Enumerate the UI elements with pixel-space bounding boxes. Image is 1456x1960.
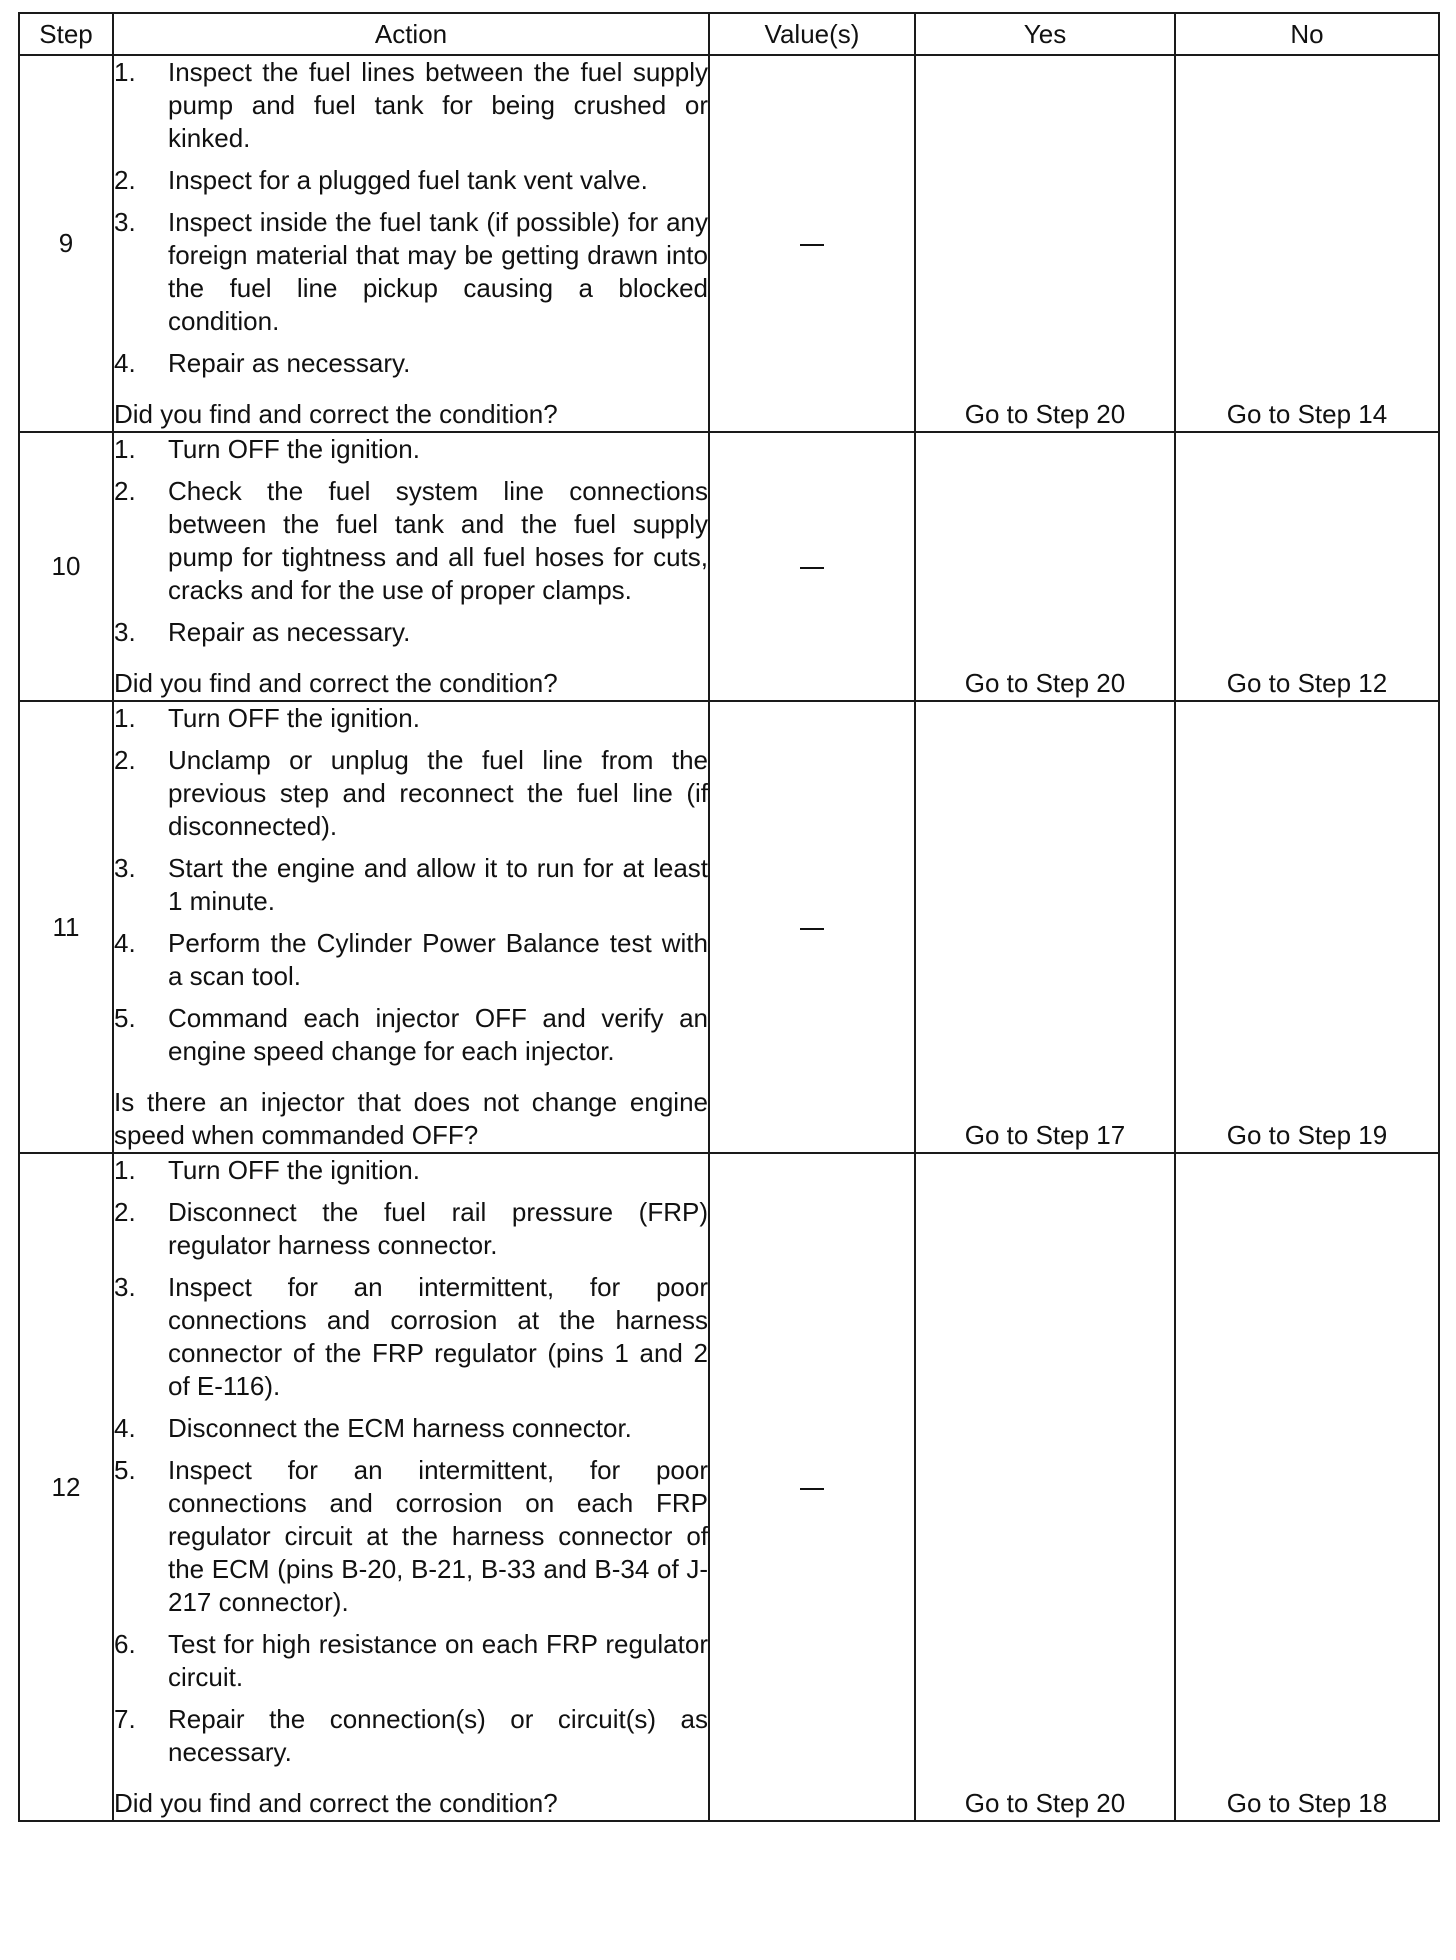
- list-item: [114, 56, 708, 155]
- header-row: [19, 13, 1439, 55]
- table-row-step-10: [19, 432, 1439, 701]
- em-dash-value: [800, 1488, 824, 1490]
- table-row-step-9: [19, 55, 1439, 432]
- item-number: 3.: [114, 207, 136, 237]
- item-number: 2.: [114, 476, 136, 506]
- question-text: Did you find and correct the condition?: [114, 668, 558, 698]
- action-list: [114, 1154, 708, 1769]
- item-text: Inspect for an intermittent, for poor connections and corrosion on each FRP regulator circuit at the harness connector of the ECM (pins B-20, B-21, B-33 and B-34 of J-217 connector).: [168, 1455, 708, 1617]
- item-number: 2.: [114, 745, 136, 775]
- list-item: [114, 616, 708, 649]
- header-yes: Yes: [915, 13, 1175, 55]
- question-text: Did you find and correct the condition?: [114, 399, 558, 429]
- list-item: [114, 927, 708, 993]
- question-text: Is there an injector that does not change engine speed when commanded OFF?: [114, 1087, 708, 1150]
- item-number: 1.: [114, 57, 136, 87]
- list-item: [114, 852, 708, 918]
- list-item: [114, 1628, 708, 1694]
- yes-result: Go to Step 17: [915, 701, 1175, 1153]
- item-text: Inspect for an intermittent, for poor connections and corrosion at the harness connector of the FRP regulator (pins 1 and 2 of E-116).: [168, 1272, 708, 1401]
- list-item: [114, 164, 708, 197]
- no-result: Go to Step 19: [1175, 701, 1439, 1153]
- action-cell: [113, 55, 709, 432]
- header-values: Value(s): [709, 13, 915, 55]
- item-number: 3.: [114, 617, 136, 647]
- item-text: Repair as necessary.: [168, 348, 411, 378]
- item-text: Unclamp or unplug the fuel line from the previous step and reconnect the fuel line (if disconnected).: [168, 745, 708, 841]
- item-number: 6.: [114, 1629, 136, 1659]
- item-text: Turn OFF the ignition.: [168, 703, 420, 733]
- question-text: Did you find and correct the condition?: [114, 1788, 558, 1818]
- action-list: [114, 56, 708, 380]
- action-list: [114, 433, 708, 649]
- action-cell: [113, 1153, 709, 1821]
- item-number: 7.: [114, 1704, 136, 1734]
- item-number: 4.: [114, 348, 136, 378]
- item-text: Turn OFF the ignition.: [168, 1155, 420, 1185]
- list-item: [114, 206, 708, 338]
- item-text: Start the engine and allow it to run for at least 1 minute.: [168, 853, 708, 916]
- item-number: 3.: [114, 1272, 136, 1302]
- step-number: 9: [19, 55, 113, 432]
- list-item: [114, 702, 708, 735]
- no-result: Go to Step 14: [1175, 55, 1439, 432]
- table-row-step-12: [19, 1153, 1439, 1821]
- item-text: Inspect for a plugged fuel tank vent valve.: [168, 165, 648, 195]
- value-cell: [709, 432, 915, 701]
- item-number: 2.: [114, 165, 136, 195]
- item-number: 5.: [114, 1003, 136, 1033]
- action-cell: [113, 701, 709, 1153]
- item-number: 1.: [114, 703, 136, 733]
- action-cell: [113, 432, 709, 701]
- list-item: [114, 433, 708, 466]
- item-text: Repair as necessary.: [168, 617, 411, 647]
- item-text: Repair the connection(s) or circuit(s) as necessary.: [168, 1704, 708, 1767]
- step-number: 12: [19, 1153, 113, 1821]
- list-item: [114, 1454, 708, 1619]
- list-item: [114, 1002, 708, 1068]
- list-item: [114, 1412, 708, 1445]
- no-result: Go to Step 12: [1175, 432, 1439, 701]
- item-text: Inspect inside the fuel tank (if possible) for any foreign material that may be getting drawn into the fuel line pickup causing a blocked condition.: [168, 207, 708, 336]
- diagnostic-table: [18, 12, 1440, 1822]
- list-item: [114, 475, 708, 607]
- action-list: [114, 702, 708, 1068]
- em-dash-value: [800, 567, 824, 569]
- item-number: 3.: [114, 853, 136, 883]
- item-number: 5.: [114, 1455, 136, 1485]
- list-item: [114, 744, 708, 843]
- list-item: [114, 347, 708, 380]
- yes-result: Go to Step 20: [915, 432, 1175, 701]
- header-step: Step: [19, 13, 113, 55]
- item-text: Inspect the fuel lines between the fuel supply pump and fuel tank for being crushed or kinked.: [168, 57, 708, 153]
- item-text: Check the fuel system line connections between the fuel tank and the fuel supply pump for tightness and all fuel hoses for cuts, cracks and for the use of proper clamps.: [168, 476, 708, 605]
- list-item: [114, 1154, 708, 1187]
- list-item: [114, 1196, 708, 1262]
- item-text: Perform the Cylinder Power Balance test with a scan tool.: [168, 928, 708, 991]
- header-no: No: [1175, 13, 1439, 55]
- header-action: Action: [113, 13, 709, 55]
- value-cell: [709, 701, 915, 1153]
- item-number: 2.: [114, 1197, 136, 1227]
- item-text: Command each injector OFF and verify an engine speed change for each injector.: [168, 1003, 708, 1066]
- item-number: 1.: [114, 434, 136, 464]
- em-dash-value: [800, 244, 824, 246]
- item-text: Disconnect the fuel rail pressure (FRP) regulator harness connector.: [168, 1197, 708, 1260]
- list-item: [114, 1703, 708, 1769]
- item-text: Turn OFF the ignition.: [168, 434, 420, 464]
- step-number: 11: [19, 701, 113, 1153]
- list-item: [114, 1271, 708, 1403]
- item-number: 4.: [114, 928, 136, 958]
- item-text: Disconnect the ECM harness connector.: [168, 1413, 632, 1443]
- yes-result: Go to Step 20: [915, 55, 1175, 432]
- table-row-step-11: [19, 701, 1439, 1153]
- value-cell: [709, 1153, 915, 1821]
- yes-result: Go to Step 20: [915, 1153, 1175, 1821]
- item-number: 1.: [114, 1155, 136, 1185]
- value-cell: [709, 55, 915, 432]
- step-number: 10: [19, 432, 113, 701]
- item-number: 4.: [114, 1413, 136, 1443]
- em-dash-value: [800, 928, 824, 930]
- item-text: Test for high resistance on each FRP regulator circuit.: [168, 1629, 708, 1692]
- no-result: Go to Step 18: [1175, 1153, 1439, 1821]
